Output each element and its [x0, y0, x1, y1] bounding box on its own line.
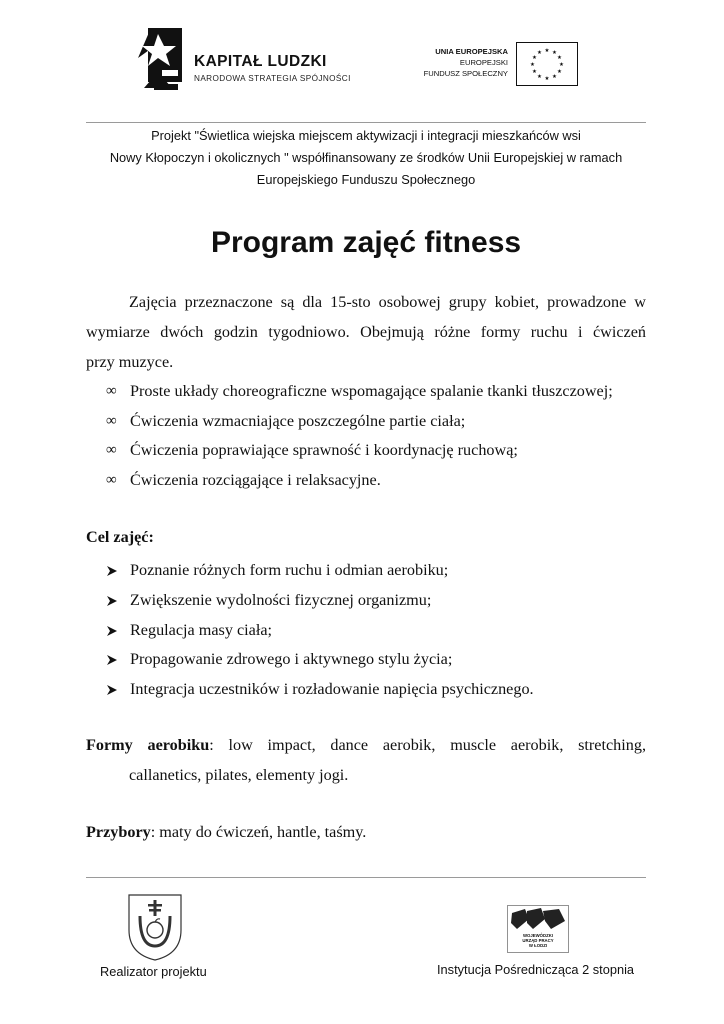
svg-text:★: ★ [544, 76, 550, 82]
kapital-ludzki-subtitle: NARODOWA STRATEGIA SPÓJNOŚCI [194, 74, 351, 83]
equipment-text: : maty do ćwiczeń, hantle, taśmy. [150, 823, 367, 841]
list-item: Propagowanie zdrowego i aktywnego stylu życia; [106, 645, 646, 675]
header-divider [86, 122, 646, 123]
kapital-ludzki-emblem-icon [138, 28, 182, 94]
intro-line1: Zajęcia przeznaczone są dla 15-sto osobowej grupy kobiet, prowadzone w [129, 293, 646, 311]
svg-text:★: ★ [557, 69, 562, 75]
aerobics-line1: Formy aerobiku: low impact, dance aerobik, muscle aerobik, stretching, [86, 736, 646, 754]
arrow-bullet-icon [106, 595, 118, 607]
project-notice [86, 125, 646, 191]
svg-text:★: ★ [557, 55, 562, 61]
infinity-bullet-icon: ∞ [106, 383, 117, 399]
list-item: ∞ Ćwiczenia wzmacniające poszczególne partie ciała; [106, 407, 646, 437]
notice-line3: Europejskiego Funduszu Społecznego [256, 172, 476, 187]
arrow-bullet-icon [106, 654, 118, 666]
svg-text:★: ★ [537, 50, 542, 56]
kapital-ludzki-title: KAPITAŁ LUDZKI [194, 53, 327, 70]
goals-heading: Cel zajęć: [86, 528, 154, 546]
list-item: Poznanie różnych form ruchu i odmian aerobiku; [106, 556, 646, 586]
municipality-crest-icon [126, 892, 184, 962]
svg-text:★: ★ [532, 55, 537, 61]
list-item: ∞ Proste układy choreograficzne wspomagające spalanie tkanki tłuszczowej; [106, 377, 646, 407]
list-item: Regulacja masy ciała; [106, 616, 646, 646]
svg-text:★: ★ [552, 74, 557, 80]
aerobics-line2: callanetics, pilates, elementy jogi. [129, 765, 349, 784]
footer-divider [86, 877, 646, 878]
intro-line3: przy muzyce. [86, 353, 174, 371]
notice-line1: Projekt "Świetlica wiejska miejscem aktywizacji i integracji mieszkańców wsi [151, 128, 581, 143]
infinity-bullet-icon: ∞ [106, 442, 117, 458]
svg-text:★: ★ [559, 62, 564, 68]
aerobics-label: Formy aerobiku [86, 736, 210, 754]
infinity-bullet-icon: ∞ [106, 471, 117, 488]
infinity-bullet-icon: ∞ [106, 412, 117, 429]
intro-line2: wymiarze dwóch godzin tygodniowo. Obejmują różne formy ruchu i ćwiczeń [86, 323, 646, 341]
list-item: ∞ Ćwiczenia poprawiające sprawność i koordynację ruchową; [106, 436, 646, 466]
svg-text:★: ★ [552, 50, 557, 56]
list-item: Integracja uczestników i rozładowanie napięcia psychicznego. [106, 675, 646, 705]
eu-logo-line2: EUROPEJSKI [459, 58, 508, 67]
aerobics-forms [86, 731, 646, 790]
eu-logo-text [410, 46, 508, 79]
arrow-bullet-icon [106, 625, 118, 637]
project-realizer-caption: Realizator projektu [100, 964, 207, 979]
eu-logo [410, 42, 580, 90]
notice-line2: Nowy Kłopoczyn i okolicznych " współfinansowany ze środków Unii Europejskiej w ramach [109, 150, 623, 165]
eu-flag-icon [516, 42, 578, 86]
list-item: ∞ Ćwiczenia rozciągające i relaksacyjne. [106, 466, 646, 496]
svg-text:★: ★ [530, 62, 535, 68]
kapital-ludzki-logo [138, 28, 368, 98]
svg-text:★: ★ [537, 74, 542, 80]
page-title: Program zajęć fitness [210, 226, 522, 259]
equipment-label: Przybory [86, 823, 151, 841]
goals-list [106, 556, 646, 705]
arrow-bullet-icon [106, 684, 118, 696]
arrow-bullet-icon [106, 565, 118, 577]
equipment [86, 818, 646, 846]
eu-logo-line3: FUNDUSZ SPOŁECZNY [423, 69, 508, 78]
svg-text:★: ★ [544, 48, 550, 54]
wup-lodz-logo [507, 905, 569, 953]
activities-list [106, 377, 646, 495]
wup-lodz-text: WOJEWÓDZKI URZĄD PRACY W ŁODZI [522, 933, 554, 948]
svg-text:★: ★ [532, 69, 537, 75]
intermediate-institution-caption: Instytucja Pośrednicząca 2 stopnia [437, 962, 635, 977]
intro-paragraph [86, 287, 646, 377]
list-item: Zwiększenie wydolności fizycznej organizmu; [106, 586, 646, 616]
eu-logo-line1: UNIA EUROPEJSKA [435, 47, 508, 56]
